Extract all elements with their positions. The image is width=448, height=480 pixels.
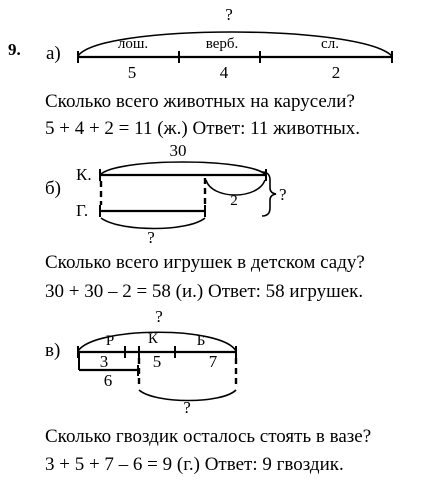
part-v [45, 307, 371, 475]
part-v-top-question: ? [155, 307, 163, 326]
part-v-bottom-question: ? [183, 398, 191, 417]
part-b-top-value: 30 [169, 141, 187, 160]
part-v-removed-value: 6 [103, 371, 113, 390]
part-b-row-k-label: К. [76, 165, 92, 184]
part-v-segment-value: 5 [152, 352, 162, 371]
part-a-segment-label-horses: лош. [117, 36, 149, 52]
part-a-diagram [78, 5, 392, 82]
part-a-segment-label-camels: верб. [205, 36, 239, 52]
part-a-segment-value: 2 [331, 63, 341, 82]
part-b-question: Сколько всего игрушек в детском саду? [45, 252, 365, 273]
part-v-segment-label-lilacs: Б [196, 333, 206, 349]
part-b-diagram [76, 141, 287, 247]
part-b-right-brace [262, 172, 276, 216]
part-a-question: Сколько всего животных на карусели? [45, 91, 355, 112]
part-a-solution: 5 + 4 + 2 = 11 (ж.) Ответ: 11 животных. [45, 118, 361, 139]
part-v-label: в) [45, 340, 61, 361]
part-v-segment-value: 3 [99, 352, 109, 371]
part-a-segment-label-elephants: сл. [321, 36, 339, 52]
part-a-label: а) [46, 43, 61, 64]
part-a-segment-value: 5 [127, 63, 137, 82]
part-b-label: б) [45, 178, 61, 199]
part-v-question: Сколько гвоздик осталось стоять в вазе? [45, 426, 372, 447]
part-b-right-question: ? [279, 185, 287, 204]
part-b-g-arc [101, 218, 205, 229]
part-b-difference-value: 2 [230, 193, 238, 209]
part-b-bottom-question: ? [147, 228, 155, 247]
part-b-row-g-label: Г. [76, 201, 89, 220]
part-b-solution: 30 + 30 – 2 = 58 (и.) Ответ: 58 игрушек. [45, 281, 364, 302]
part-b [45, 141, 365, 302]
part-v-diagram [78, 307, 236, 417]
part-v-segment-label-carnations: К [147, 331, 159, 347]
part-a [8, 5, 392, 139]
part-b-k-arc [101, 162, 265, 174]
problem-number: 9. [8, 40, 21, 59]
part-v-solution: 3 + 5 + 7 – 6 = 9 (г.) Ответ: 9 гвоздик. [45, 454, 344, 475]
part-a-segment-value: 4 [219, 63, 229, 82]
part-a-top-question: ? [225, 5, 233, 24]
part-v-segment-label-roses: Р [105, 333, 115, 349]
part-v-segment-value: 7 [208, 352, 218, 371]
